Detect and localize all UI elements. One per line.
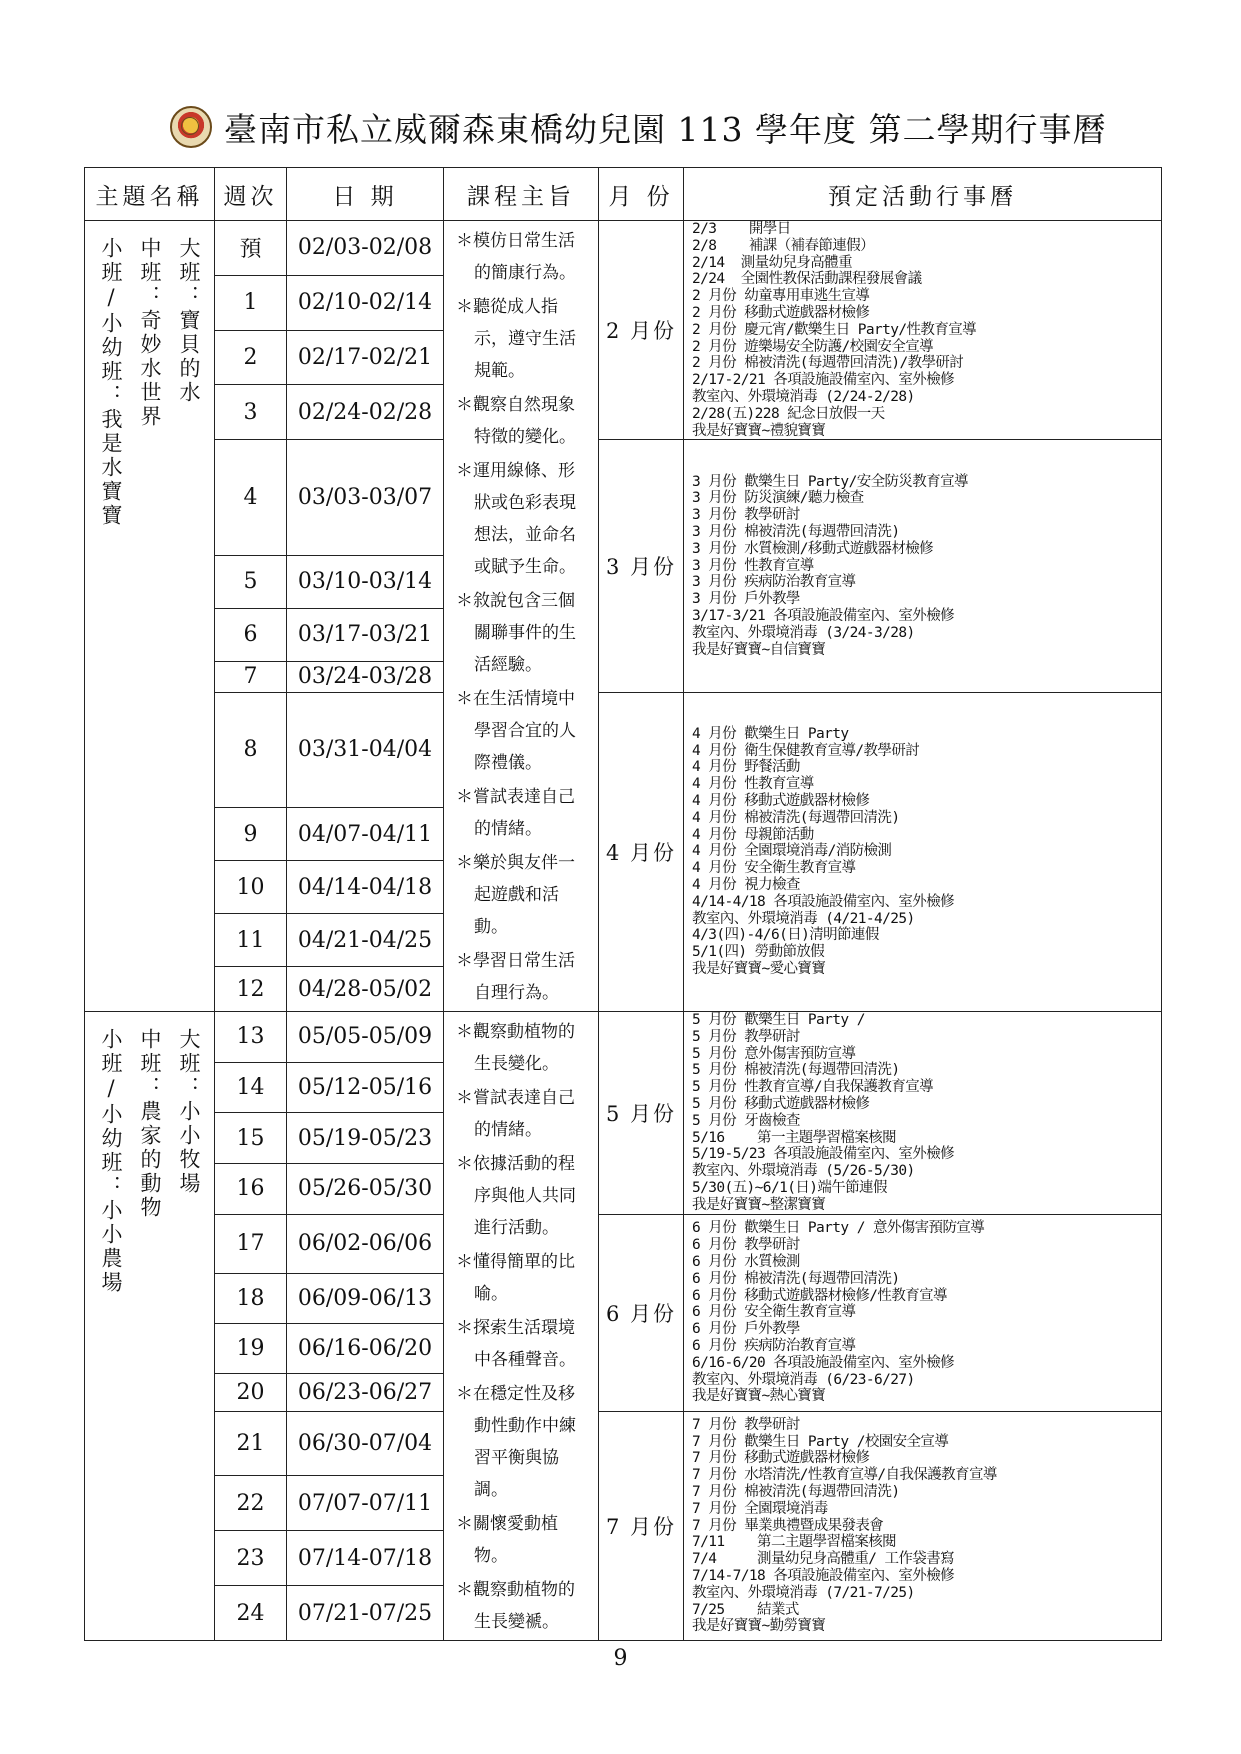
header-week: 週次 (215, 168, 287, 221)
activity-line: 7/11 第二主題學習檔案核閱 (692, 1534, 897, 1551)
activity-line: 6 月份 教學研討 (692, 1237, 800, 1254)
week-cell: 3 (215, 385, 287, 440)
page-title (170, 104, 1106, 150)
activities-cell (684, 1214, 1162, 1412)
date-cell: 05/19-05/23 (287, 1113, 444, 1164)
activity-line: 教室內、外環境消毒 (2/24-2/28) (692, 388, 915, 405)
week-cell: 9 (215, 808, 287, 861)
table-row (85, 440, 1162, 555)
goal-item: ＊觀察動植物的生長變化。 (456, 1022, 575, 1074)
header-goal: 課程主旨 (444, 168, 599, 221)
week-cell: 21 (215, 1412, 287, 1476)
activity-line: 3 月份 疾病防治教育宣導 (692, 574, 856, 591)
activity-line: 5/16 第一主題學習檔案核閱 (692, 1129, 897, 1146)
activity-line: 5 月份 教學研討 (692, 1028, 800, 1045)
month-cell: 6 月份 (599, 1214, 684, 1412)
date-cell: 04/21-04/25 (287, 914, 444, 967)
activity-line: 3 月份 戶外教學 (692, 591, 800, 608)
week-cell: 2 (215, 330, 287, 385)
date-cell: 02/24-02/28 (287, 385, 444, 440)
goal-cell (444, 1012, 599, 1641)
date-cell: 07/07-07/11 (287, 1476, 444, 1531)
table-row (85, 1012, 1162, 1063)
activity-line: 4 月份 全園環境消毒/消防檢測 (692, 843, 892, 860)
activity-line: 教室內、外環境消毒 (7/21-7/25) (692, 1584, 915, 1601)
week-cell: 10 (215, 861, 287, 914)
theme-name: 大班：小小牧場 (177, 1028, 201, 1196)
goal-item: ＊關懷愛動植物。 (456, 1514, 558, 1566)
date-cell: 02/10-02/14 (287, 275, 444, 330)
month-cell: 3 月份 (599, 440, 684, 692)
activity-line: 2 月份 棉被清洗(每週帶回清洗)/教學研討 (692, 355, 964, 372)
theme-name: 大班：寶貝的水 (177, 237, 201, 405)
activity-line: 5 月份 移動式遊戲器材檢修 (692, 1095, 870, 1112)
title-text: 臺南市私立威爾森東橋幼兒園 113 學年度 第二學期行事曆 (224, 109, 1107, 149)
date-cell: 02/03-02/08 (287, 221, 444, 276)
activity-line: 3 月份 教學研討 (692, 507, 800, 524)
date-cell: 03/24-03/28 (287, 661, 444, 692)
date-cell: 04/07-04/11 (287, 808, 444, 861)
activity-line: 教室內、外環境消毒 (4/21-4/25) (692, 910, 915, 927)
week-cell: 14 (215, 1062, 287, 1113)
activity-line: 6 月份 安全衛生教育宣導 (692, 1304, 856, 1321)
goal-item: ＊探索生活環境中各種聲音。 (456, 1318, 576, 1370)
activity-line: 2/14 測量幼兒身高體重 (692, 254, 852, 271)
header-month: 月 份 (599, 168, 684, 221)
date-cell: 04/28-05/02 (287, 967, 444, 1012)
activity-line: 我是好寶寶~愛心寶寶 (692, 961, 826, 978)
activity-line: 4 月份 棉被清洗(每週帶回清洗) (692, 809, 900, 826)
theme-name: 中班：農家的動物 (138, 1028, 162, 1220)
activity-line: 4 月份 移動式遊戲器材檢修 (692, 793, 870, 810)
goal-item: ＊樂於與友伴一起遊戲和活動。 (456, 853, 575, 937)
activity-line: 我是好寶寶~自信寶寶 (692, 641, 826, 658)
month-cell: 4 月份 (599, 692, 684, 1011)
activity-line: 6 月份 移動式遊戲器材檢修/性教育宣導 (692, 1287, 947, 1304)
activity-line: 2/8 補課（補春節連假） (692, 237, 875, 254)
header-theme: 主題名稱 (85, 168, 215, 221)
page-number: 9 (613, 1646, 628, 1671)
goal-item: ＊嘗試表達自己的情緒。 (456, 1088, 575, 1140)
week-cell: 4 (215, 440, 287, 555)
activity-line: 7 月份 歡樂生日 Party /校園安全宣導 (692, 1433, 949, 1450)
activity-line: 3 月份 防災演練/聽力檢查 (692, 490, 864, 507)
date-cell: 07/14-07/18 (287, 1531, 444, 1586)
activity-line: 4/14-4/18 各項設施設備室內、室外檢修 (692, 893, 954, 910)
date-cell: 05/12-05/16 (287, 1062, 444, 1113)
activity-line: 3 月份 歡樂生日 Party/安全防災教育宣導 (692, 473, 968, 490)
date-cell: 05/05-05/09 (287, 1012, 444, 1063)
activity-line: 2 月份 慶元宵/歡樂生日 Party/性教育宣導 (692, 321, 977, 338)
activity-line: 6 月份 棉被清洗(每週帶回清洗) (692, 1270, 900, 1287)
week-cell: 15 (215, 1113, 287, 1164)
table-row (85, 1214, 1162, 1274)
week-cell: 20 (215, 1374, 287, 1412)
activity-line: 7 月份 移動式遊戲器材檢修 (692, 1450, 870, 1467)
activity-line: 2 月份 幼童專用車逃生宣導 (692, 288, 870, 305)
school-logo-icon (170, 106, 212, 148)
activity-line: 5 月份 牙齒檢查 (692, 1112, 800, 1129)
activity-line: 4 月份 歡樂生日 Party (692, 725, 849, 742)
week-cell: 22 (215, 1476, 287, 1531)
activity-line: 4 月份 性教育宣導 (692, 776, 814, 793)
activity-line: 7 月份 畢業典禮暨成果發表會 (692, 1517, 884, 1534)
week-cell: 23 (215, 1531, 287, 1586)
activity-line: 教室內、外環境消毒 (5/26-5/30) (692, 1163, 915, 1180)
activities-cell (684, 440, 1162, 692)
activity-line: 我是好寶寶~勤勞寶寶 (692, 1618, 826, 1635)
activity-line: 4 月份 安全衛生教育宣導 (692, 860, 856, 877)
activity-line: 2/3 開學日 (692, 221, 791, 237)
week-cell: 5 (215, 555, 287, 608)
table-row (85, 221, 1162, 276)
activities-cell (684, 221, 1162, 440)
calendar-table (84, 167, 1162, 1641)
goal-item: ＊觀察動植物的生長變褫。 (456, 1580, 575, 1632)
table-row (85, 692, 1162, 807)
activity-line: 5/19-5/23 各項設施設備室內、室外檢修 (692, 1146, 954, 1163)
activities-cell (684, 1412, 1162, 1641)
theme-cell (85, 1012, 215, 1641)
date-cell: 06/16-06/20 (287, 1324, 444, 1374)
activities-cell (684, 692, 1162, 1011)
activity-line: 教室內、外環境消毒 (3/24-3/28) (692, 624, 915, 641)
activity-line: 2/24 全園性教保活動課程發展會議 (692, 271, 922, 288)
activity-line: 6 月份 歡樂生日 Party / 意外傷害預防宣導 (692, 1220, 985, 1237)
week-cell: 1 (215, 275, 287, 330)
activity-line: 教室內、外環境消毒 (6/23-6/27) (692, 1371, 915, 1388)
goal-item: ＊嘗試表達自己的情緒。 (456, 787, 575, 839)
activity-line: 7/4 測量幼兒身高體重/ 工作袋書寫 (692, 1551, 954, 1568)
activity-line: 6/16-6/20 各項設施設備室內、室外檢修 (692, 1354, 954, 1371)
activity-line: 3 月份 性教育宣導 (692, 557, 814, 574)
activity-line: 5 月份 意外傷害預防宣導 (692, 1045, 856, 1062)
date-cell: 03/17-03/21 (287, 608, 444, 661)
goal-item: ＊聽從成人指示，遵守生活規範。 (456, 297, 576, 381)
activity-line: 5 月份 歡樂生日 Party / (692, 1012, 865, 1028)
header-row (85, 168, 1162, 221)
activity-line: 7 月份 教學研討 (692, 1416, 800, 1433)
activity-line: 4/3(四)-4/6(日)清明節連假 (692, 927, 879, 944)
date-cell: 03/10-03/14 (287, 555, 444, 608)
goal-item: ＊在穩定性及移動性動作中練習平衡與協調。 (456, 1384, 576, 1500)
week-cell: 18 (215, 1274, 287, 1324)
goal-item: ＊學習日常生活自理行為。 (456, 951, 575, 1003)
month-cell: 2 月份 (599, 221, 684, 440)
activity-line: 7 月份 全園環境消毒 (692, 1500, 828, 1517)
theme-name: 中班：奇妙水世界 (138, 237, 162, 429)
week-cell: 11 (215, 914, 287, 967)
goal-item: ＊模仿日常生活的簡康行為。 (456, 231, 576, 283)
activity-line: 6 月份 戶外教學 (692, 1321, 800, 1338)
activity-line: 我是好寶寶~禮貌寶寶 (692, 422, 826, 439)
week-cell: 6 (215, 608, 287, 661)
month-cell: 5 月份 (599, 1012, 684, 1215)
theme-name: 小班/小幼班：小小農場 (99, 1028, 123, 1295)
week-cell: 12 (215, 967, 287, 1012)
activity-line: 5/30(五)~6/1(日)端午節連假 (692, 1179, 887, 1196)
goal-item: ＊敘說包含三個關聯事件的生活經驗。 (456, 591, 576, 675)
week-cell: 17 (215, 1214, 287, 1274)
month-cell: 7 月份 (599, 1412, 684, 1641)
week-cell: 19 (215, 1324, 287, 1374)
week-cell: 16 (215, 1163, 287, 1214)
activity-line: 3 月份 棉被清洗(每週帶回清洗) (692, 524, 900, 541)
date-cell: 04/14-04/18 (287, 861, 444, 914)
header-date: 日 期 (287, 168, 444, 221)
week-cell: 8 (215, 692, 287, 807)
activity-line: 我是好寶寶~熱心寶寶 (692, 1388, 826, 1405)
activity-line: 2/17-2/21 各項設施設備室內、室外檢修 (692, 372, 954, 389)
activity-line: 2 月份 移動式遊戲器材檢修 (692, 304, 870, 321)
header-activities: 預定活動行事曆 (684, 168, 1162, 221)
date-cell: 02/17-02/21 (287, 330, 444, 385)
activity-line: 5/1(四) 勞動節放假 (692, 944, 825, 961)
activity-line: 4 月份 衛生保健教育宣導/教學研討 (692, 742, 920, 759)
theme-name: 小班/小幼班：我是水寶寶 (99, 237, 123, 528)
theme-cell (85, 221, 215, 1012)
goal-item: ＊觀察自然現象特徵的變化。 (456, 395, 576, 447)
week-cell: 24 (215, 1586, 287, 1641)
goal-item: ＊運用線條、形狀或色彩表現想法，並命名或賦予生命。 (456, 461, 576, 577)
activity-line: 5 月份 棉被清洗(每週帶回清洗) (692, 1062, 900, 1079)
activity-line: 6 月份 水質檢測 (692, 1254, 800, 1271)
date-cell: 06/23-06/27 (287, 1374, 444, 1412)
date-cell: 06/30-07/04 (287, 1412, 444, 1476)
activity-line: 7 月份 水塔清洗/性教育宣導/自我保護教育宣導 (692, 1467, 997, 1484)
date-cell: 07/21-07/25 (287, 1586, 444, 1641)
activity-line: 3 月份 水質檢測/移動式遊戲器材檢修 (692, 540, 934, 557)
activity-line: 2/28(五)228 紀念日放假一天 (692, 405, 885, 422)
date-cell: 06/02-06/06 (287, 1214, 444, 1274)
week-cell: 13 (215, 1012, 287, 1063)
activities-cell (684, 1012, 1162, 1215)
activity-line: 6 月份 疾病防治教育宣導 (692, 1338, 856, 1355)
date-cell: 03/31-04/04 (287, 692, 444, 807)
table-row (85, 1412, 1162, 1476)
week-cell: 7 (215, 661, 287, 692)
goal-item: ＊懂得簡單的比喻。 (456, 1252, 575, 1304)
activity-line: 7/14-7/18 各項設施設備室內、室外檢修 (692, 1568, 954, 1585)
goal-cell (444, 221, 599, 1012)
date-cell: 06/09-06/13 (287, 1274, 444, 1324)
date-cell: 03/03-03/07 (287, 440, 444, 555)
activity-line: 7 月份 棉被清洗(每週帶回清洗) (692, 1484, 900, 1501)
goal-item: ＊在生活情境中學習合宜的人際禮儀。 (456, 689, 576, 773)
week-cell: 預 (215, 221, 287, 276)
date-cell: 05/26-05/30 (287, 1163, 444, 1214)
activity-line: 3/17-3/21 各項設施設備室內、室外檢修 (692, 608, 954, 624)
activity-line: 4 月份 母親節活動 (692, 826, 814, 843)
activity-line: 7/25 結業式 (692, 1601, 799, 1618)
activity-line: 5 月份 性教育宣導/自我保護教育宣導 (692, 1079, 934, 1096)
activity-line: 2 月份 遊樂場安全防護/校園安全宣導 (692, 338, 934, 355)
activity-line: 4 月份 野餐活動 (692, 759, 800, 776)
activity-line: 我是好寶寶~整潔寶寶 (692, 1196, 826, 1213)
activity-line: 4 月份 視力檢查 (692, 877, 800, 894)
goal-item: ＊依據活動的程序與他人共同進行活動。 (456, 1154, 576, 1238)
